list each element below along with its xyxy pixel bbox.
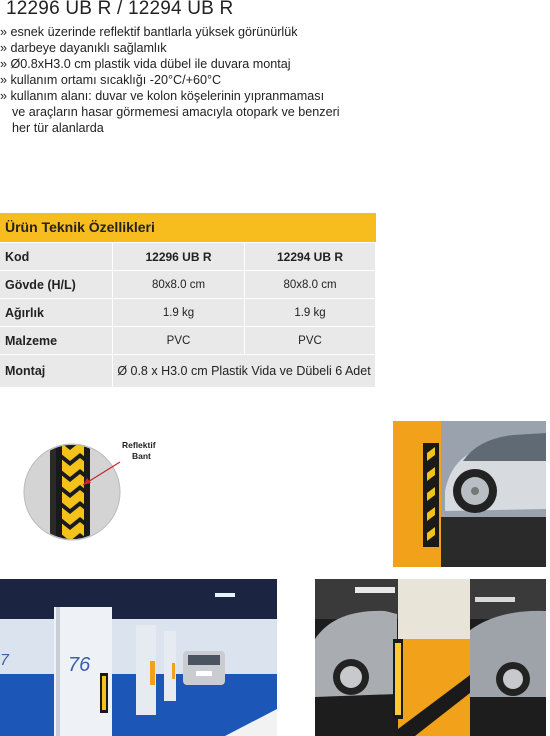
cell-12294: 12294 UB R	[245, 243, 375, 270]
cell-12294: 1.9 kg	[245, 299, 375, 326]
cell-12296: 1.9 kg	[113, 299, 244, 326]
cell-12294: PVC	[245, 327, 375, 354]
photo-column-guard-cars	[315, 579, 546, 736]
feature-list	[0, 24, 340, 136]
cell-12294: 80x8.0 cm	[245, 271, 375, 298]
photo-car-wall-guard	[393, 421, 546, 567]
svg-text:7: 7	[0, 652, 9, 669]
table-row	[0, 355, 376, 387]
table-row	[0, 327, 376, 354]
cell-12296: 80x8.0 cm	[113, 271, 244, 298]
cell-12296: PVC	[113, 327, 244, 354]
spec-table	[0, 213, 376, 387]
table-row	[0, 243, 376, 270]
table-row	[0, 271, 376, 298]
feature-item: » kullanım alanı: duvar ve kolon köşelerinin yıpranmaması	[0, 89, 325, 103]
feature-continuation: ve araçların hasar görmemesi amacıyla otopark ve benzeri	[12, 105, 340, 119]
feature-item: » esnek üzerinde reflektif bantlarla yüksek görünürlük	[0, 25, 298, 39]
mount-value: Ø 0.8 x H3.0 cm Plastik Vida ve Dübeli 6 Adet	[113, 355, 375, 387]
table-row	[0, 299, 376, 326]
row-label: Malzeme	[0, 327, 112, 354]
row-label: Kod	[0, 243, 112, 270]
row-label: Gövde (H/L)	[0, 271, 112, 298]
page-title: 12296 UB R / 12294 UB R	[6, 0, 234, 19]
feature-item: » darbeye dayanıklı sağlamlık	[0, 41, 167, 55]
spec-table-heading: Ürün Teknik Özellikleri	[0, 213, 376, 242]
column-sign: 76	[68, 654, 91, 676]
row-label: Ağırlık	[0, 299, 112, 326]
annotation-reflektif: Reflektif	[122, 440, 156, 450]
row-label: Montaj	[0, 355, 112, 387]
cell-12296: 12296 UB R	[113, 243, 244, 270]
feature-continuation: her tür alanlarda	[12, 121, 104, 135]
feature-item: » kullanım ortamı sıcaklığı -20°C/+60°C	[0, 73, 222, 87]
feature-item: » Ø0.8xH3.0 cm plastik vida dübel ile duvara montaj	[0, 57, 291, 71]
guard-diagram	[20, 437, 195, 545]
annotation-bant: Bant	[132, 451, 151, 461]
photo-parking-garage	[0, 579, 277, 736]
